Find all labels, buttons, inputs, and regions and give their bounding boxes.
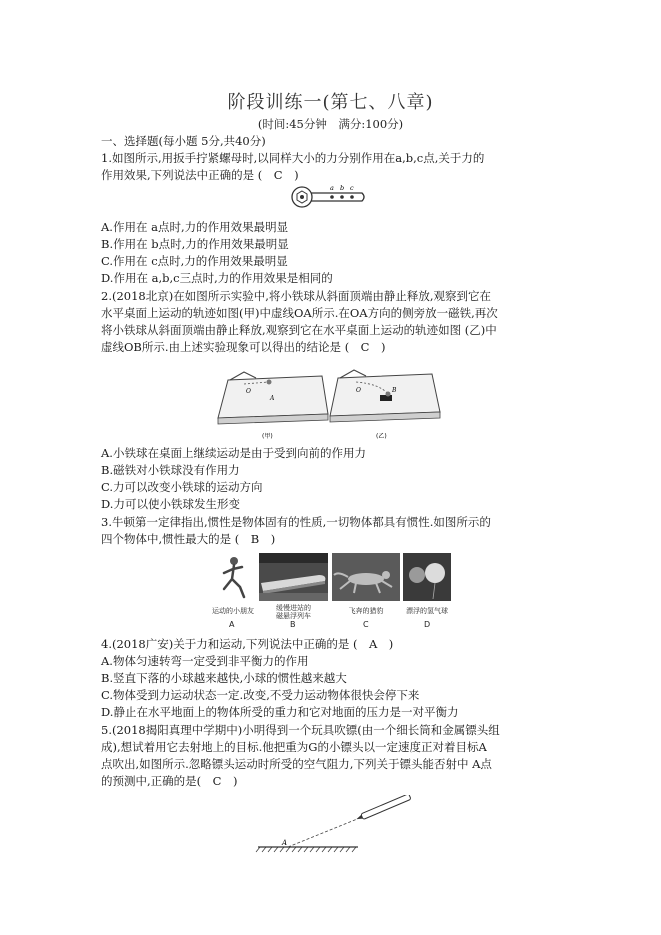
q4-stem: 4.(2018广安)关于力和运动,下列说法中正确的是 ( A ) — [101, 637, 394, 651]
q2-stem-line-3: 将小铁球从斜面顶端由静止释放,观察到它在水平桌面上运动的轨迹如图 (乙)中 — [101, 323, 497, 337]
maglev-train-image — [259, 553, 328, 601]
running-child-image — [210, 553, 256, 601]
page-subtitle: (时间:45分钟 满分:100分) — [257, 117, 404, 131]
label-a-left: A — [270, 395, 275, 402]
q4-option-b: B.竖直下落的小球越来越快,小球的惯性越来越大 — [101, 671, 347, 685]
q2-option-d: D.力可以使小铁球发生形变 — [101, 497, 240, 511]
q5-stem-line-1: 5.(2018揭阳真理中学期中)小明得到一个玩具吹镖(由一个细长筒和金属镖头组 — [101, 723, 500, 737]
q5-stem-line-3: 点吹出,如图所示.忽略镖头运动时所受的空气阻力,下列关于镖头能否射中 A点 — [101, 757, 492, 771]
q4-option-d: D.静止在水平地面上的物体所受的重力和它对地面的压力是一对平衡力 — [101, 705, 459, 719]
pic-c-caption: 飞奔的猎豹 — [348, 607, 384, 615]
dart-blowgun-figure — [250, 795, 420, 855]
target-point-label: A — [282, 839, 288, 847]
label-o-left: O — [246, 388, 251, 395]
q5-stem-line-4: 的预测中,正确的是( C ) — [101, 774, 238, 788]
pic-c-letter: C — [363, 620, 369, 629]
caption-jia: (甲) — [262, 433, 273, 440]
aim-line — [288, 817, 362, 847]
q1-stem-line-1: 1.如图所示,用扳手拧紧螺母时,以同样大小的力分别作用在a,b,c点,关于力的 — [101, 151, 485, 165]
q1-stem-line-2: 作用效果,下列说法中正确的是 ( C ) — [101, 168, 299, 182]
q4-option-a: A.物体匀速转弯一定受到非平衡力的作用 — [101, 654, 309, 668]
pic-b-caption-1: 缓慢进站的 — [276, 604, 311, 612]
cheetah-image — [332, 553, 400, 601]
magnet-icon — [380, 395, 392, 401]
q5-stem-line-2: 成),想试着用它去射地上的目标.他把重为G的小镖头以一定速度正对着目标A — [101, 740, 487, 754]
q4-option-c: C.物体受到力运动状态一定.改变,不受力运动物体很快会停下来 — [101, 688, 420, 702]
q1-option-b: B.作用在 b点时,力的作用效果最明显 — [101, 237, 289, 251]
q3-stem-line-2: 四个物体中,惯性最大的是 ( B ) — [101, 532, 276, 546]
q2-option-b: B.磁铁对小铁球没有作用力 — [101, 463, 240, 477]
q1-option-c: C.作用在 c点时,力的作用效果最明显 — [101, 254, 288, 268]
wrench-figure — [290, 183, 370, 211]
q2-option-a: A.小铁球在桌面上继续运动是由于受到向前的作用力 — [101, 446, 366, 460]
label-a: a — [330, 184, 334, 192]
pic-d-caption: 漂浮的氢气球 — [406, 607, 448, 615]
label-b: b — [340, 184, 345, 192]
q2-option-c: C.力可以改变小铁球的运动方向 — [101, 480, 263, 494]
q2-stem-line-2: 水平桌面上运动的轨迹如图(甲)中虚线OA所示.在OA方向的侧旁放一磁铁,再次 — [101, 306, 498, 320]
page-title: 阶段训练一(第七、八章) — [227, 92, 434, 113]
pic-a-caption: 运动的小朋友 — [212, 607, 254, 615]
pic-b-letter: B — [290, 620, 296, 629]
table-right — [330, 370, 440, 422]
caption-yi: (乙) — [376, 433, 387, 440]
q2-stem-line-1: 2.(2018北京)在如图所示实验中,将小铁球从斜面顶端由静止释放,观察到它在 — [101, 289, 492, 303]
pic-b-caption-2: 磁悬浮列车 — [276, 612, 311, 620]
q2-stem-line-4: 虚线OB所示.由上述实验现象可以得出的结论是 ( C ) — [101, 340, 386, 354]
label-c: c — [350, 184, 354, 192]
q3-stem-line-1: 3.牛顿第一定律指出,惯性是物体固有的性质,一切物体都具有惯性.如图所示的 — [101, 515, 491, 529]
ramp-experiment-figure — [210, 362, 450, 442]
pic-d-letter: D — [424, 620, 431, 629]
hydrogen-balloon-image — [403, 553, 451, 601]
q1-option-a: A.作用在 a点时,力的作用效果最明显 — [101, 220, 289, 234]
label-b-right: B — [392, 387, 397, 394]
label-o-right: O — [356, 387, 361, 394]
blowgun-icon — [355, 795, 411, 822]
q1-option-d: D.作用在 a,b,c三点时,力的作用效果是相同的 — [101, 271, 333, 285]
pic-a-letter: A — [229, 620, 235, 629]
section-heading: 一、选择题(每小题 5分,共40分) — [101, 134, 266, 148]
